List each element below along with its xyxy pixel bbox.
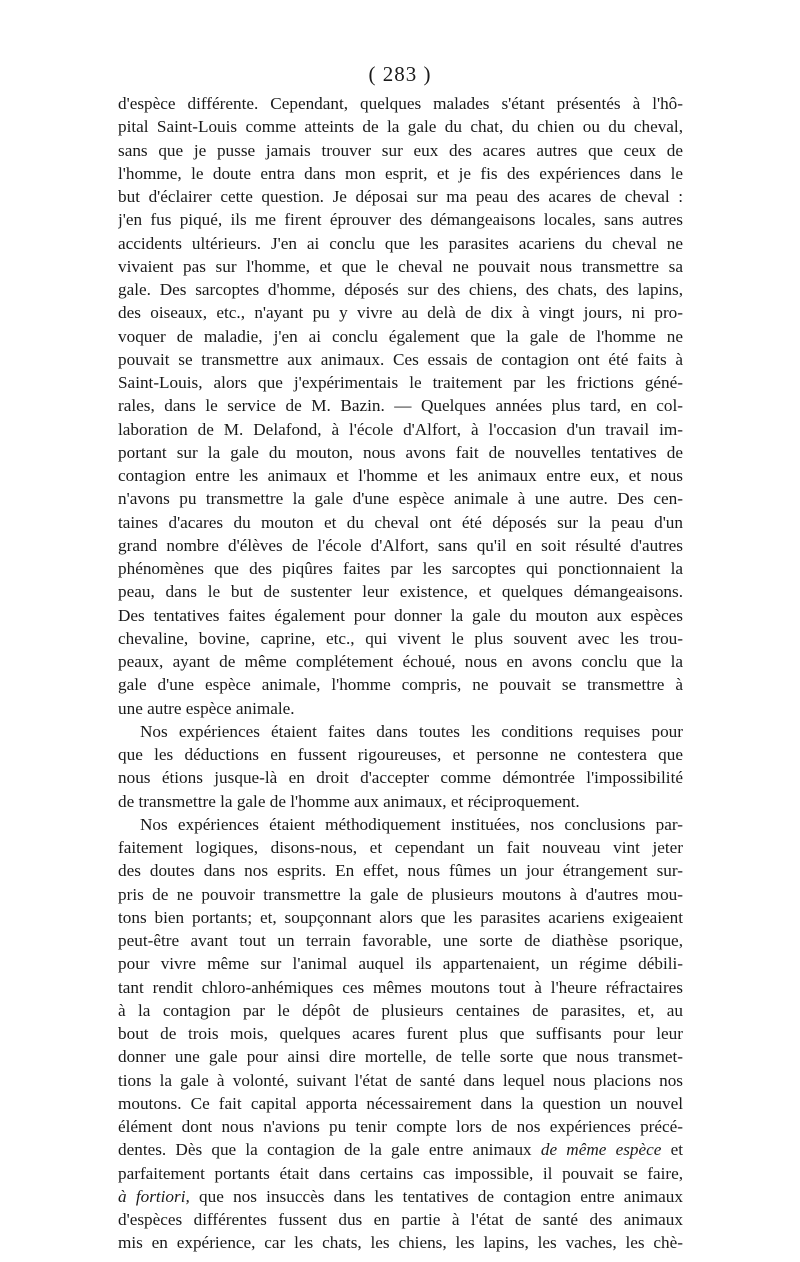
text-line: Des tentatives faites également pour donner la gale du mouton aux espèces [118,605,683,625]
text-line: à fortiori, que nos insuccès dans les tentatives de contagion entre animaux [118,1186,683,1206]
text-line: des oiseaux, etc., n'ayant pu y vivre au delà de dix à vingt jours, ni pro- [118,303,683,323]
text-line: peut-être avant tout un terrain favorable, une sorte de diathèse psorique, [118,931,683,950]
text-line: Nos expériences étaient méthodiquement instituées, nos conclusions par- [140,814,683,834]
text-line: de transmettre la gale de l'homme aux animaux, et réciproquement. [118,791,580,811]
text-line: faitement logiques, disons-nous, et cependant un fait nouveau vint jeter [118,838,683,857]
text-line: Nos expériences étaient faites dans toutes les conditions requises pour [140,721,683,741]
text-line: j'en fus piqué, ils me firent éprouver des démangeaisons locales, sans autres [118,210,683,230]
text-line: l'homme, le doute entra dans mon esprit, et je fis des expériences dans le [118,163,683,183]
text-line: tant rendit chloro-anhémiques ces mêmes moutons tout à l'heure réfractaires [118,977,683,997]
text-line: contagion entre les animaux et l'homme et les animaux entre eux, et nous [118,466,683,485]
text-line: élément dont nous n'avions pu tenir compte lors de nos expériences précé- [118,1117,683,1136]
body-text [118,92,683,1255]
text-line: tions la gale à volonté, suivant l'état de santé dans lequel nous placions nos [118,1070,683,1090]
text-line: tons bien portants; et, soupçonnant alors que les parasites acariens exigeaient [118,907,683,927]
text-line: d'espèce différente. Cependant, quelques malades s'étant présentés à l'hô- [118,94,683,113]
text-line: phénomènes que des piqûres faites par les sarcoptes qui ponctionnaient la [118,559,683,578]
text-line: donner une gale pour ainsi dire mortelle, de telle sorte que nous transmet- [118,1047,683,1067]
text-line: vivaient pas sur l'homme, et que le cheval ne pouvait nous transmettre sa [118,256,683,276]
text-line: pour vivre même sur l'animal auquel ils appartenaient, un régime débili- [118,954,683,974]
text-line: nous étions jusque-là en droit d'accepter comme démontrée l'impossibilité [118,768,683,788]
text-line: à la contagion par le dépôt de plusieurs centaines de parasites, et, au [118,1000,683,1020]
text-line: Saint-Louis, alors que j'expérimentais le traitement par les frictions géné- [118,373,683,392]
page-number: ( 283 ) [368,62,432,86]
text-line: peaux, ayant de même complétement échoué, nous en avons conclu que la [118,652,683,671]
text-line: bout de trois mois, quelques acares furent plus que suffisants pour leur [118,1024,683,1043]
text-line: des doutes dans nos esprits. En effet, nous fûmes un jour étrangement sur- [118,861,683,881]
text-line: taines d'acares du mouton et du cheval ont été déposés sur la peau d'un [118,512,683,532]
text-line: pouvait se transmettre aux animaux. Ces essais de contagion ont été faits à [118,349,683,369]
text-line: accidents ultérieurs. J'en ai conclu que les parasites acariens du cheval ne [118,233,683,253]
paragraph-3 [118,813,683,1255]
text-line: but d'éclairer cette question. Je déposai sur ma peau des acares de cheval : [118,187,683,206]
text-line: d'espèces différentes fussent dus en partie à l'état de santé des animaux [118,1210,683,1229]
text-line: chevaline, bovine, caprine, etc., qui vivent le plus souvent avec les trou- [118,628,683,648]
text-line: portant sur la gale du mouton, nous avons fait de nouvelles tentatives de [118,442,683,462]
text-line: sans que je pusse jamais trouver sur eux des acares autres que ceux de [118,140,683,160]
text-line: une autre espèce animale. [118,698,295,718]
text-line: n'avons pu transmettre la gale d'une espèce animale à une autre. Des cen- [118,489,683,509]
text-line: grand nombre d'élèves de l'école d'Alfort, sans qu'il en soit résulté d'autres [118,535,683,555]
text-line: rales, dans le service de M. Bazin. — Quelques années plus tard, en col- [118,396,683,416]
text-line: voquer de maladie, j'en ai conclu également que la gale de l'homme ne [118,326,683,346]
text-line: dentes. Dès que la contagion de la gale entre animaux de même espèce et [118,1140,683,1160]
paragraph-1 [118,92,683,720]
text-line: laboration de M. Delafond, à l'école d'Alfort, à l'occasion d'un travail im- [118,419,683,439]
text-line: pital Saint-Louis comme atteints de la gale du chat, du chien ou du cheval, [118,117,683,137]
text-line: pris de ne pouvoir transmettre la gale de plusieurs moutons à d'autres mou- [118,884,683,904]
text-line: moutons. Ce fait capital apporta nécessairement dans la question un nouvel [118,1093,683,1113]
text-line: mis en expérience, car les chats, les chiens, les lapins, les vaches, les chè- [118,1233,683,1253]
text-line: parfaitement portants était dans certains cas impossible, il pouvait se faire, [118,1163,683,1183]
text-line: peau, dans le but de sustenter leur existence, et quelques démangeaisons. [118,582,683,602]
text-line: que les déductions en fussent rigoureuses, et personne ne contestera que [118,745,683,764]
text-line: gale d'une espèce animale, l'homme compris, ne pouvait se transmettre à [118,675,683,695]
paragraph-2 [118,720,683,813]
text-line: gale. Des sarcoptes d'homme, déposés sur des chiens, des chats, des lapins, [118,280,683,299]
